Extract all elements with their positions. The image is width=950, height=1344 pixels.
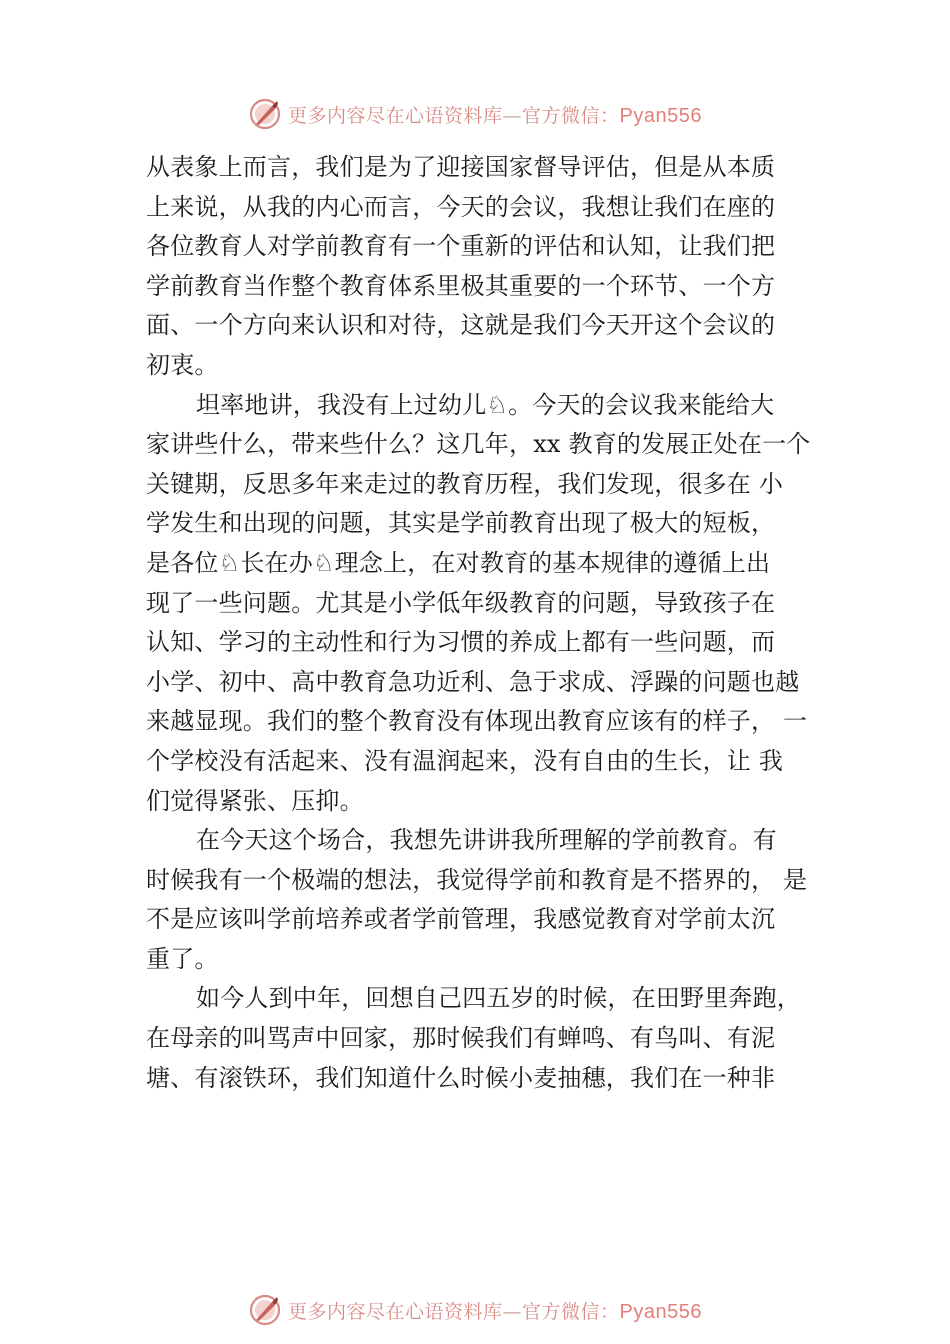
text-line: 在母亲的叫骂声中回家，那时候我们有蝉鸣、有鸟叫、有泥 — [146, 1024, 776, 1053]
text-line: 是各位♘长在办♘理念上，在对教育的基本规律的遵循上出 — [146, 548, 771, 577]
text-line: 坦率地讲，我没有上过幼儿♘。今天的会议我来能给大 — [196, 390, 775, 419]
watermark-separator: — — [502, 1300, 523, 1323]
document-body — [146, 148, 836, 1098]
watermark-text — [288, 101, 702, 128]
text-line: 面、一个方向来认识和对待，这就是我们今天开这个会议的 — [146, 311, 776, 340]
text-line: 各位教育人对学前教育有一个重新的评估和认知，让我们把 — [146, 232, 776, 261]
text-line: 上来说，从我的内心而言，今天的会议，我想让我们在座的 — [146, 192, 776, 221]
text-line: 们觉得紧张、压抑。 — [146, 786, 364, 815]
text-line: 如今人到中年，回想自己四五岁的时候，在田野里奔跑， — [196, 984, 801, 1013]
text-line: 学前教育当作整个教育体系里极其重要的一个环节、一个方 — [146, 271, 776, 300]
text-line: 时候我有一个极端的想法，我觉得学前和教育是不搭界的， 是 — [146, 865, 808, 894]
footer-watermark — [0, 1290, 950, 1330]
watermark-wechat-label: 官方微信： — [522, 1300, 620, 1323]
quill-seal-icon — [248, 97, 282, 131]
watermark-wechat-id: Pyan556 — [619, 1300, 702, 1323]
text-line: 学发生和出现的问题，其实是学前教育出现了极大的短板， — [146, 509, 776, 538]
text-line: 认知、学习的主动性和行为习惯的养成上都有一些问题，而 — [146, 628, 776, 657]
text-line: 小学、初中、高中教育急功近利、急于求成、浮躁的问题也越 — [146, 667, 800, 696]
watermark-wechat-label: 官方微信： — [522, 104, 620, 127]
watermark-brand: 更多内容尽在心语资料库 — [288, 104, 503, 127]
text-line: 关键期，反思多年来走过的教育历程，我们发现，很多在 小 — [146, 469, 784, 498]
watermark-separator: — — [502, 104, 523, 127]
quill-seal-icon — [248, 1293, 282, 1327]
text-line: 初衷。 — [146, 350, 219, 379]
watermark-wechat-id: Pyan556 — [619, 104, 702, 127]
watermark-text — [288, 1297, 702, 1324]
text-line: 从表象上而言，我们是为了迎接国家督导评估，但是从本质 — [146, 153, 776, 181]
header-watermark — [0, 94, 950, 134]
text-line: 塘、有滚铁环，我们知道什么时候小麦抽穗，我们在一种非 — [146, 1063, 776, 1092]
text-line: 重了。 — [146, 944, 219, 973]
text-line: 家讲些什么，带来些什么？这几年，xx 教育的发展正处在一个 — [146, 430, 811, 459]
text-line: 现了一些问题。尤其是小学低年级教育的问题，导致孩子在 — [146, 588, 776, 617]
text-line: 来越显现。我们的整个教育没有体现出教育应该有的样子， 一 — [146, 707, 808, 736]
text-line: 不是应该叫学前培养或者学前管理，我感觉教育对学前太沉 — [146, 905, 776, 934]
text-line: 在今天这个场合，我想先讲讲我所理解的学前教育。有 — [196, 826, 777, 855]
text-line: 个学校没有活起来、没有温润起来，没有自由的生长，让 我 — [146, 746, 784, 775]
watermark-brand: 更多内容尽在心语资料库 — [288, 1300, 503, 1323]
